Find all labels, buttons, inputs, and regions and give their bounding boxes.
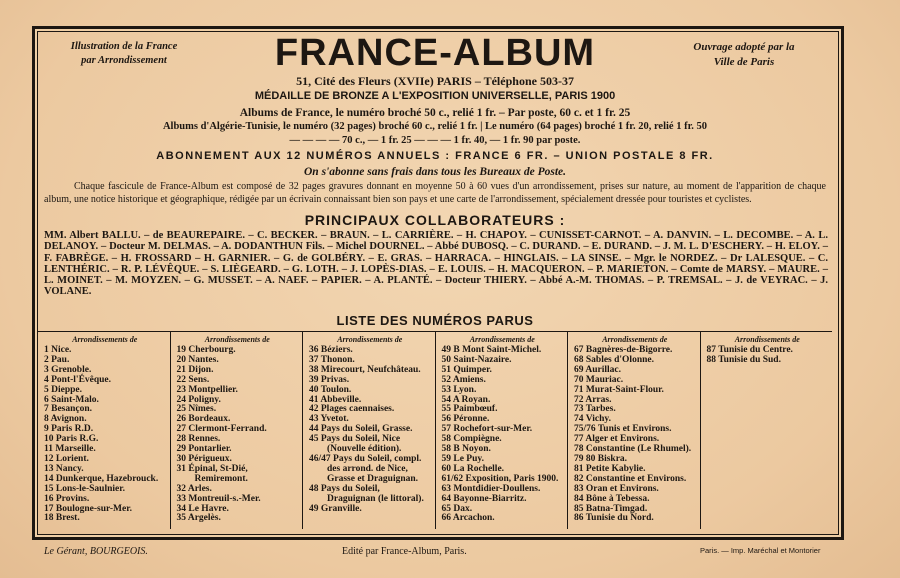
- list-title: LISTE DES NUMÉROS PARUS: [336, 313, 534, 328]
- issue-entry: 40 Toulon.: [309, 384, 352, 395]
- issue-entry: 3 Grenoble.: [44, 364, 92, 375]
- header-right-line2: Ville de Paris: [713, 56, 775, 68]
- issue-entry: 18 Brest.: [44, 513, 80, 524]
- issue-entry: 60 La Rochelle.: [441, 463, 505, 474]
- issue-entry: 64 Bayonne-Biarritz.: [441, 493, 527, 504]
- column-heading: Arrondissements de: [602, 335, 668, 344]
- issue-entry: 23 Montpellier.: [176, 384, 238, 395]
- issue-entry: 46/47 Pays du Soleil, compl. des arrond. de Nice, Grasse et Draguignan.: [309, 453, 422, 484]
- issue-entry: 11 Marseille.: [44, 444, 96, 455]
- footer-publisher: Edité par France-Album, Paris.: [342, 546, 467, 557]
- issue-entry: 4 Pont-l'Évêque.: [44, 374, 112, 385]
- column-heading: Arrondissements de: [734, 335, 800, 344]
- issue-entry: 12 Lorient.: [44, 453, 89, 464]
- issue-entry: 51 Quimper.: [441, 364, 492, 375]
- issue-entry: 16 Provins.: [44, 493, 90, 504]
- issue-entry: 70 Mauriac.: [574, 374, 624, 385]
- price-line-1: Albums de France, le numéro broché 50 c., relié 1 fr. – Par poste, 60 c. et 1 fr. 25: [239, 107, 631, 119]
- issue-entry: 48 Pays du Soleil, Draguignan (le littoral).: [309, 483, 424, 504]
- issue-entry: 34 Le Havre.: [176, 503, 229, 514]
- issue-entry: 52 Amiens.: [441, 374, 486, 385]
- issue-entry: 43 Yvetot.: [309, 414, 349, 425]
- issue-entry: 84 Bône à Tebessa.: [574, 493, 650, 504]
- medal-line: MÉDAILLE DE BRONZE A L'EXPOSITION UNIVERSELLE, PARIS 1900: [254, 90, 616, 102]
- issue-entry: 24 Poligny.: [176, 394, 221, 405]
- issue-entry: 63 Montdidier-Doullens.: [441, 483, 541, 494]
- issue-entry: 82 Constantine et Environs.: [574, 473, 687, 484]
- issue-entry: 33 Montreuil-s.-Mer.: [176, 493, 261, 504]
- issues-column: [303, 332, 436, 529]
- footer-printer: Paris. — Imp. Maréchal et Montorier: [700, 546, 821, 555]
- header-right-note: [654, 40, 834, 70]
- issues-column: [436, 332, 569, 529]
- issue-entry: 15 Lons-le-Saulnier.: [44, 483, 125, 494]
- issues-column: [568, 332, 701, 529]
- issue-entry: 5 Dieppe.: [44, 384, 82, 395]
- issue-entry: 59 Le Puy.: [441, 453, 484, 464]
- column-heading: Arrondissements de: [204, 335, 270, 344]
- issue-entry: 67 Bagnères-de-Bigorre.: [574, 345, 673, 355]
- issue-entry: 78 Constantine (Le Rhumel).: [574, 444, 692, 455]
- address-line: 51, Cité des Fleurs (XVIIe) PARIS – Téléphone 503-37: [296, 74, 574, 88]
- issue-entry: 13 Nancy.: [44, 463, 84, 474]
- issue-entry: 39 Privas.: [309, 374, 350, 385]
- issue-entry: 37 Thonon.: [309, 354, 355, 365]
- issue-entry: 81 Petite Kabylie.: [574, 463, 646, 474]
- issues-column: [701, 332, 833, 529]
- issue-entry: 2 Pau.: [44, 354, 70, 365]
- issue-entry: 10 Paris R.G.: [44, 434, 99, 445]
- issue-entry: 20 Nantes.: [176, 354, 219, 365]
- issue-entry: 25 Nîmes.: [176, 404, 217, 415]
- issue-entry: 54 A Royan.: [441, 394, 491, 405]
- issue-entry: 8 Avignon.: [44, 414, 87, 425]
- issue-entry: 65 Dax.: [441, 503, 473, 514]
- issue-entry: 36 Béziers.: [309, 345, 353, 355]
- issue-entry: 31 Épinal, St-Dié, Remiremont.: [176, 463, 248, 484]
- issue-entry: 19 Cherbourg.: [176, 345, 236, 355]
- issue-entry: 17 Boulogne-sur-Mer.: [44, 503, 132, 514]
- issue-entry: 68 Sables d'Olonne.: [574, 354, 654, 365]
- page-title: FRANCE-ALBUM: [274, 32, 596, 74]
- price-line-2: Albums d'Algérie-Tunisie, le numéro (32 pages) broché 60 c., relié 1 fr. | Le numéro (64 pages) broché 1 fr. 20, relié 1 fr. 50: [162, 121, 708, 132]
- issues-column: [171, 332, 304, 529]
- issue-entry: 57 Rochefort-sur-Mer.: [441, 424, 533, 435]
- issue-entry: 58 Compiègne.: [441, 434, 502, 445]
- issues-table: [38, 331, 832, 529]
- issue-entry: 22 Sens.: [176, 374, 210, 385]
- issue-entry: 45 Pays du Soleil, Nice (Nouvelle édition).: [309, 434, 402, 455]
- issue-entry: 73 Tarbes.: [574, 404, 616, 415]
- issue-entry: 55 Paimbœuf.: [441, 404, 498, 415]
- issue-entry: 42 Plages caennaises.: [309, 404, 395, 415]
- issue-entry: 6 Saint-Malo.: [44, 394, 99, 405]
- column-heading: Arrondissements de: [337, 335, 403, 344]
- free-subscription-line: On s'abonne sans frais dans tous les Bureaux de Poste.: [304, 166, 566, 178]
- issue-entry: 38 Mirecourt, Neufchâteau.: [309, 364, 421, 375]
- price-line-3: — — — — 70 c., — 1 fr. 25 — — — 1 fr. 40, — 1 fr. 90 par poste.: [289, 135, 581, 146]
- footer-left-text: Le Gérant, BOURGEOIS.: [44, 546, 148, 557]
- column-heading: Arrondissements de: [469, 335, 535, 344]
- column-heading: Arrondissements de: [72, 335, 138, 344]
- issues-column: [38, 332, 171, 529]
- issue-entry: 77 Alger et Environs.: [574, 434, 660, 445]
- issue-entry: 9 Paris R.D.: [44, 424, 94, 435]
- issue-entry: 85 Batna-Timgad.: [574, 503, 648, 514]
- issue-entry: 56 Péronne.: [441, 414, 490, 425]
- header-left-line1: Illustration de la France: [70, 41, 178, 52]
- collaborators-title: PRINCIPAUX COLLABORATEURS :: [304, 212, 566, 228]
- issue-entry: 7 Besançon.: [44, 404, 93, 415]
- issue-entry: 71 Murat-Saint-Flour.: [574, 384, 664, 395]
- description-paragraph: Chaque fascicule de France-Album est composé de 32 pages gravures donnant en moyenne 50 à 60 vues d'un arrondissement, prises sur nature, au moment de l'apparition de chaque album, une notice historique et géographique, rédigée par un écrivain connaissant bien son pays et une carte de l'arrondissement, spécialement dressée pour touristes et cyclistes.: [44, 181, 826, 205]
- issue-entry: 49 B Mont Saint-Michel.: [441, 345, 542, 355]
- issue-entry: 72 Arras.: [574, 394, 612, 405]
- issue-entry: 83 Oran et Environs.: [574, 483, 659, 494]
- issue-entry: 66 Arcachon.: [441, 513, 495, 524]
- issue-entry: 1 Nice.: [44, 345, 72, 355]
- issue-entry: 61/62 Exposition, Paris 1900.: [441, 473, 559, 484]
- issue-entry: 50 Saint-Nazaire.: [441, 354, 512, 365]
- issue-entry: 74 Vichy.: [574, 414, 611, 425]
- header-right-line1: Ouvrage adopté par la: [693, 41, 795, 53]
- issue-entry: 86 Tunisie du Nord.: [574, 513, 654, 524]
- issue-entry: 21 Dijon.: [176, 364, 214, 375]
- issue-entry: 49 Granville.: [309, 503, 362, 514]
- issue-entry: 35 Argelès.: [176, 513, 221, 524]
- issue-entry: 87 Tunisie du Centre.: [706, 345, 793, 355]
- issue-entry: 79 80 Biskra.: [574, 453, 628, 464]
- collaborators-list: MM. Albert BALLU. – de BEAUREPAIRE. – C. BECKER. – BRAUN. – L. CARRIÈRE. – H. CHAPOY. – CUNISSET-CARNOT. – A. DANVIN. – L. DECOMBE. – A. L. DELANOY. – Docteur M. DELMAS. – A. DODANTHUN Fils. – Michel DOURNEL. – Abbé DUBOSQ. – C. DURAND. – E. DURAND. – J. M. L. D'ESCHERY. – H. ELOY. – F. FABRÈGE. – H. FROSSARD – H. GARNIER. – G. de GOLBÉRY. – E. GRAS. – HARRACA. – HINGLAIS. – LA SINSE. – Mgr. le NORDEZ. – Dr LALESQUE. – C. LENTHÉRIC. – R. P. LÉVÊQUE. – S. LIÈGEARD. – G. LOTH. – J. LOPÈS-DIAS. – E. LOUIS. – H. MACQUERON. – P. MARIETON. – Comte de MARSY. – MAURE. – L. MOINET. – M. MOYZEN. – G. MUSSET. – A. NAEF. – PAPIER. – A. PLANTÉ. – Docteur THIERY. – Abbé A.-M. THOMAS. – P. TREMSAL. – J. de VEYRAC. – J. VOLANE.: [44, 230, 828, 298]
- subscription-line: ABONNEMENT AUX 12 NUMÉROS ANNUELS : FRANCE 6 FR. – UNION POSTALE 8 FR.: [156, 150, 714, 162]
- issue-entry: 28 Rennes.: [176, 434, 221, 445]
- issue-entry: 26 Bordeaux.: [176, 414, 231, 425]
- issue-entry: 32 Arles.: [176, 483, 212, 494]
- issue-entry: 75/76 Tunis et Environs.: [574, 424, 672, 435]
- issue-entry: 53 Lyon.: [441, 384, 477, 395]
- issue-entry: 14 Dunkerque, Hazebrouck.: [44, 473, 159, 484]
- footer-manager: [44, 546, 148, 557]
- issue-entry: 41 Abbeville.: [309, 394, 362, 405]
- issue-entry: 30 Périgueux.: [176, 453, 232, 464]
- issue-entry: 29 Pontarlier.: [176, 444, 232, 455]
- issue-entry: 44 Pays du Soleil, Grasse.: [309, 424, 413, 435]
- issue-entry: 69 Aurillac.: [574, 364, 621, 375]
- issue-entry: 58 B Noyon.: [441, 444, 491, 455]
- issue-entry: 88 Tunisie du Sud.: [706, 354, 781, 365]
- header-left-line2: par Arrondissement: [81, 55, 167, 66]
- issue-entry: 27 Clermont-Ferrand.: [176, 424, 267, 435]
